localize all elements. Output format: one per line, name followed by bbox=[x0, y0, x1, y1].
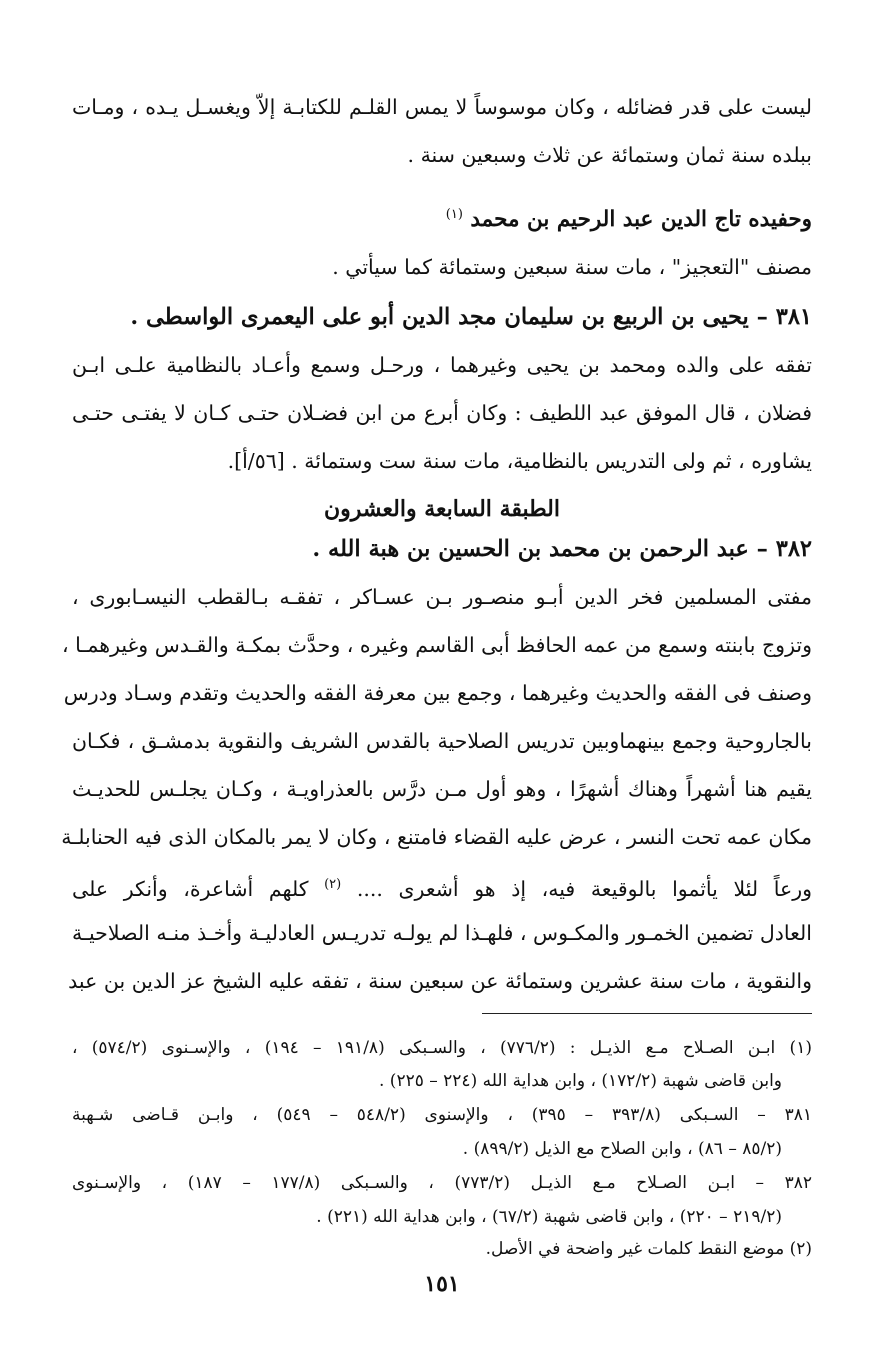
text-line: مكان عمه تحت النسر ، عرض عليه القضاء فامتنع ، وكان لا يمر بالمكان الذى فيه الحنابلـة bbox=[61, 825, 812, 849]
text-line: العادل تضمين الخمـور والمكـوس ، فلهـذا لم يولـه تدريـس العادليـة وأخـذ منـه الصلاحيـة bbox=[72, 921, 812, 945]
footnote-line: (٨٥/٢ – ٨٦) ، وابن الصلاح مع الذيل (٨٩٩/٢) . bbox=[462, 1139, 782, 1159]
footnote-marker: (١) bbox=[445, 207, 463, 222]
footnote-line: ٣٨١ – السـبكى (٣٩٣/٨ – ٣٩٥) ، والإسنوى (٥٤٨/٢ – ٥٤٩) ، وابـن قـاضى شـهبة bbox=[72, 1105, 813, 1125]
text-line: وصنف فى الفقه والحديث وغيرهما ، وجمع بين معرفة الفقه والحديث وتقدم وسـاد ودرس bbox=[63, 681, 812, 705]
text-line: فضلان ، قال الموفق عبد اللطيف : وكان أبرع من ابن فضـلان حتـى كـان لا يفتـى حتـى bbox=[72, 401, 812, 425]
entry-heading-381: ٣٨١ – يحيى بن الربيع بن سليمان مجد الدين أبو على اليعمرى الواسطى . bbox=[130, 304, 812, 330]
entry-heading-hafid bbox=[72, 196, 812, 239]
text-line bbox=[72, 866, 812, 908]
text-line: تفقه على والده ومحمد بن يحيى وغيرهما ، ورحـل وسمع وأعـاد بالنظامية علـى ابـن bbox=[72, 353, 812, 377]
footnote-marker: (٢) bbox=[324, 877, 342, 892]
text-line: بالجاروحية وجمع بينهماوبين تدريس الصلاحية بالقدس الشريف والنقوية بدمشـق ، فكـان bbox=[72, 729, 812, 753]
footnote-line: ٣٨٢ – ابـن الصـلاح مـع الذيـل (٧٧٣/٢) ، والسـبكى (١٧٧/٨ – ١٨٧) ، والإسـنوى bbox=[72, 1173, 812, 1193]
footnote-separator bbox=[482, 1013, 812, 1014]
text-line: ليست على قدر فضائله ، وكان موسوساً لا يمس القلـم للكتابـة إلاّ ويغسـل يـده ، ومـات bbox=[72, 95, 812, 119]
text-segment: كلهم أشاعرة، وأنكر على bbox=[72, 876, 325, 901]
text-line: مفتى المسلمين فخر الدين أبـو منصـور بـن عسـاكر ، تفقـه بـالقطب النيسـابورى ، bbox=[72, 585, 812, 609]
entry-heading-382: ٣٨٢ – عبد الرحمن بن محمد بن الحسين بن هبة الله . bbox=[312, 536, 812, 562]
book-page bbox=[61, 88, 813, 1353]
footnote-line: (١) ابـن الصـلاح مـع الذيـل : (٧٧٦/٢) ، والسـبكى (١٩١/٨ – ١٩٤) ، والإسـنوى (٥٧٤/٢) ، bbox=[72, 1038, 812, 1058]
text-line: وتزوج بابنته وسمع من عمه الحافظ أبى القاسم وغيره ، وحدَّث بمكـة والقـدس وغيرهمـا ، bbox=[62, 633, 812, 657]
section-title: الطبقة السابعة والعشرون bbox=[323, 496, 561, 522]
text-line: والنقوية ، مات سنة عشرين وستمائة عن سبعين سنة ، تفقه عليه الشيخ عز الدين بن عبد bbox=[68, 969, 812, 993]
footnote-line: وابن قاضى شهبة (١٧٢/٢) ، وابن هداية الله (٢٢٤ – ٢٢٥) . bbox=[378, 1071, 782, 1091]
text-line: يشاوره ، ثم ولى التدريس بالنظامية، مات سنة ست وستمائة . [٥٦/أ]. bbox=[227, 449, 812, 473]
text-line: يقيم هنا أشهراً وهناك أشهرًا ، وهو أول مـن درَّس بالعذراويـة ، وكـان يجلـس للحديـث bbox=[72, 777, 812, 801]
footnote-line: (٢١٩/٢ – ٢٢٠) ، وابن قاضى شهبة (٦٧/٢) ، وابن هداية الله (٢٢١) . bbox=[316, 1207, 782, 1227]
footnote-line: (٢) موضع النقط كلمات غير واضحة في الأصل. bbox=[485, 1239, 812, 1259]
text-line: مصنف "التعجيز" ، مات سنة سبعين وستمائة كما سيأتي . bbox=[332, 255, 812, 279]
text-line: ببلده سنة ثمان وستمائة عن ثلاث وسبعين سنة . bbox=[407, 143, 812, 167]
heading-text: وحفيده تاج الدين عبد الرحيم بن محمد bbox=[470, 207, 812, 233]
text-segment: ورعاً لئلا يأثموا بالوقيعة فيه، إذ هو أشعرى .... bbox=[341, 876, 812, 901]
page-number: ١٥١ bbox=[424, 1271, 460, 1297]
